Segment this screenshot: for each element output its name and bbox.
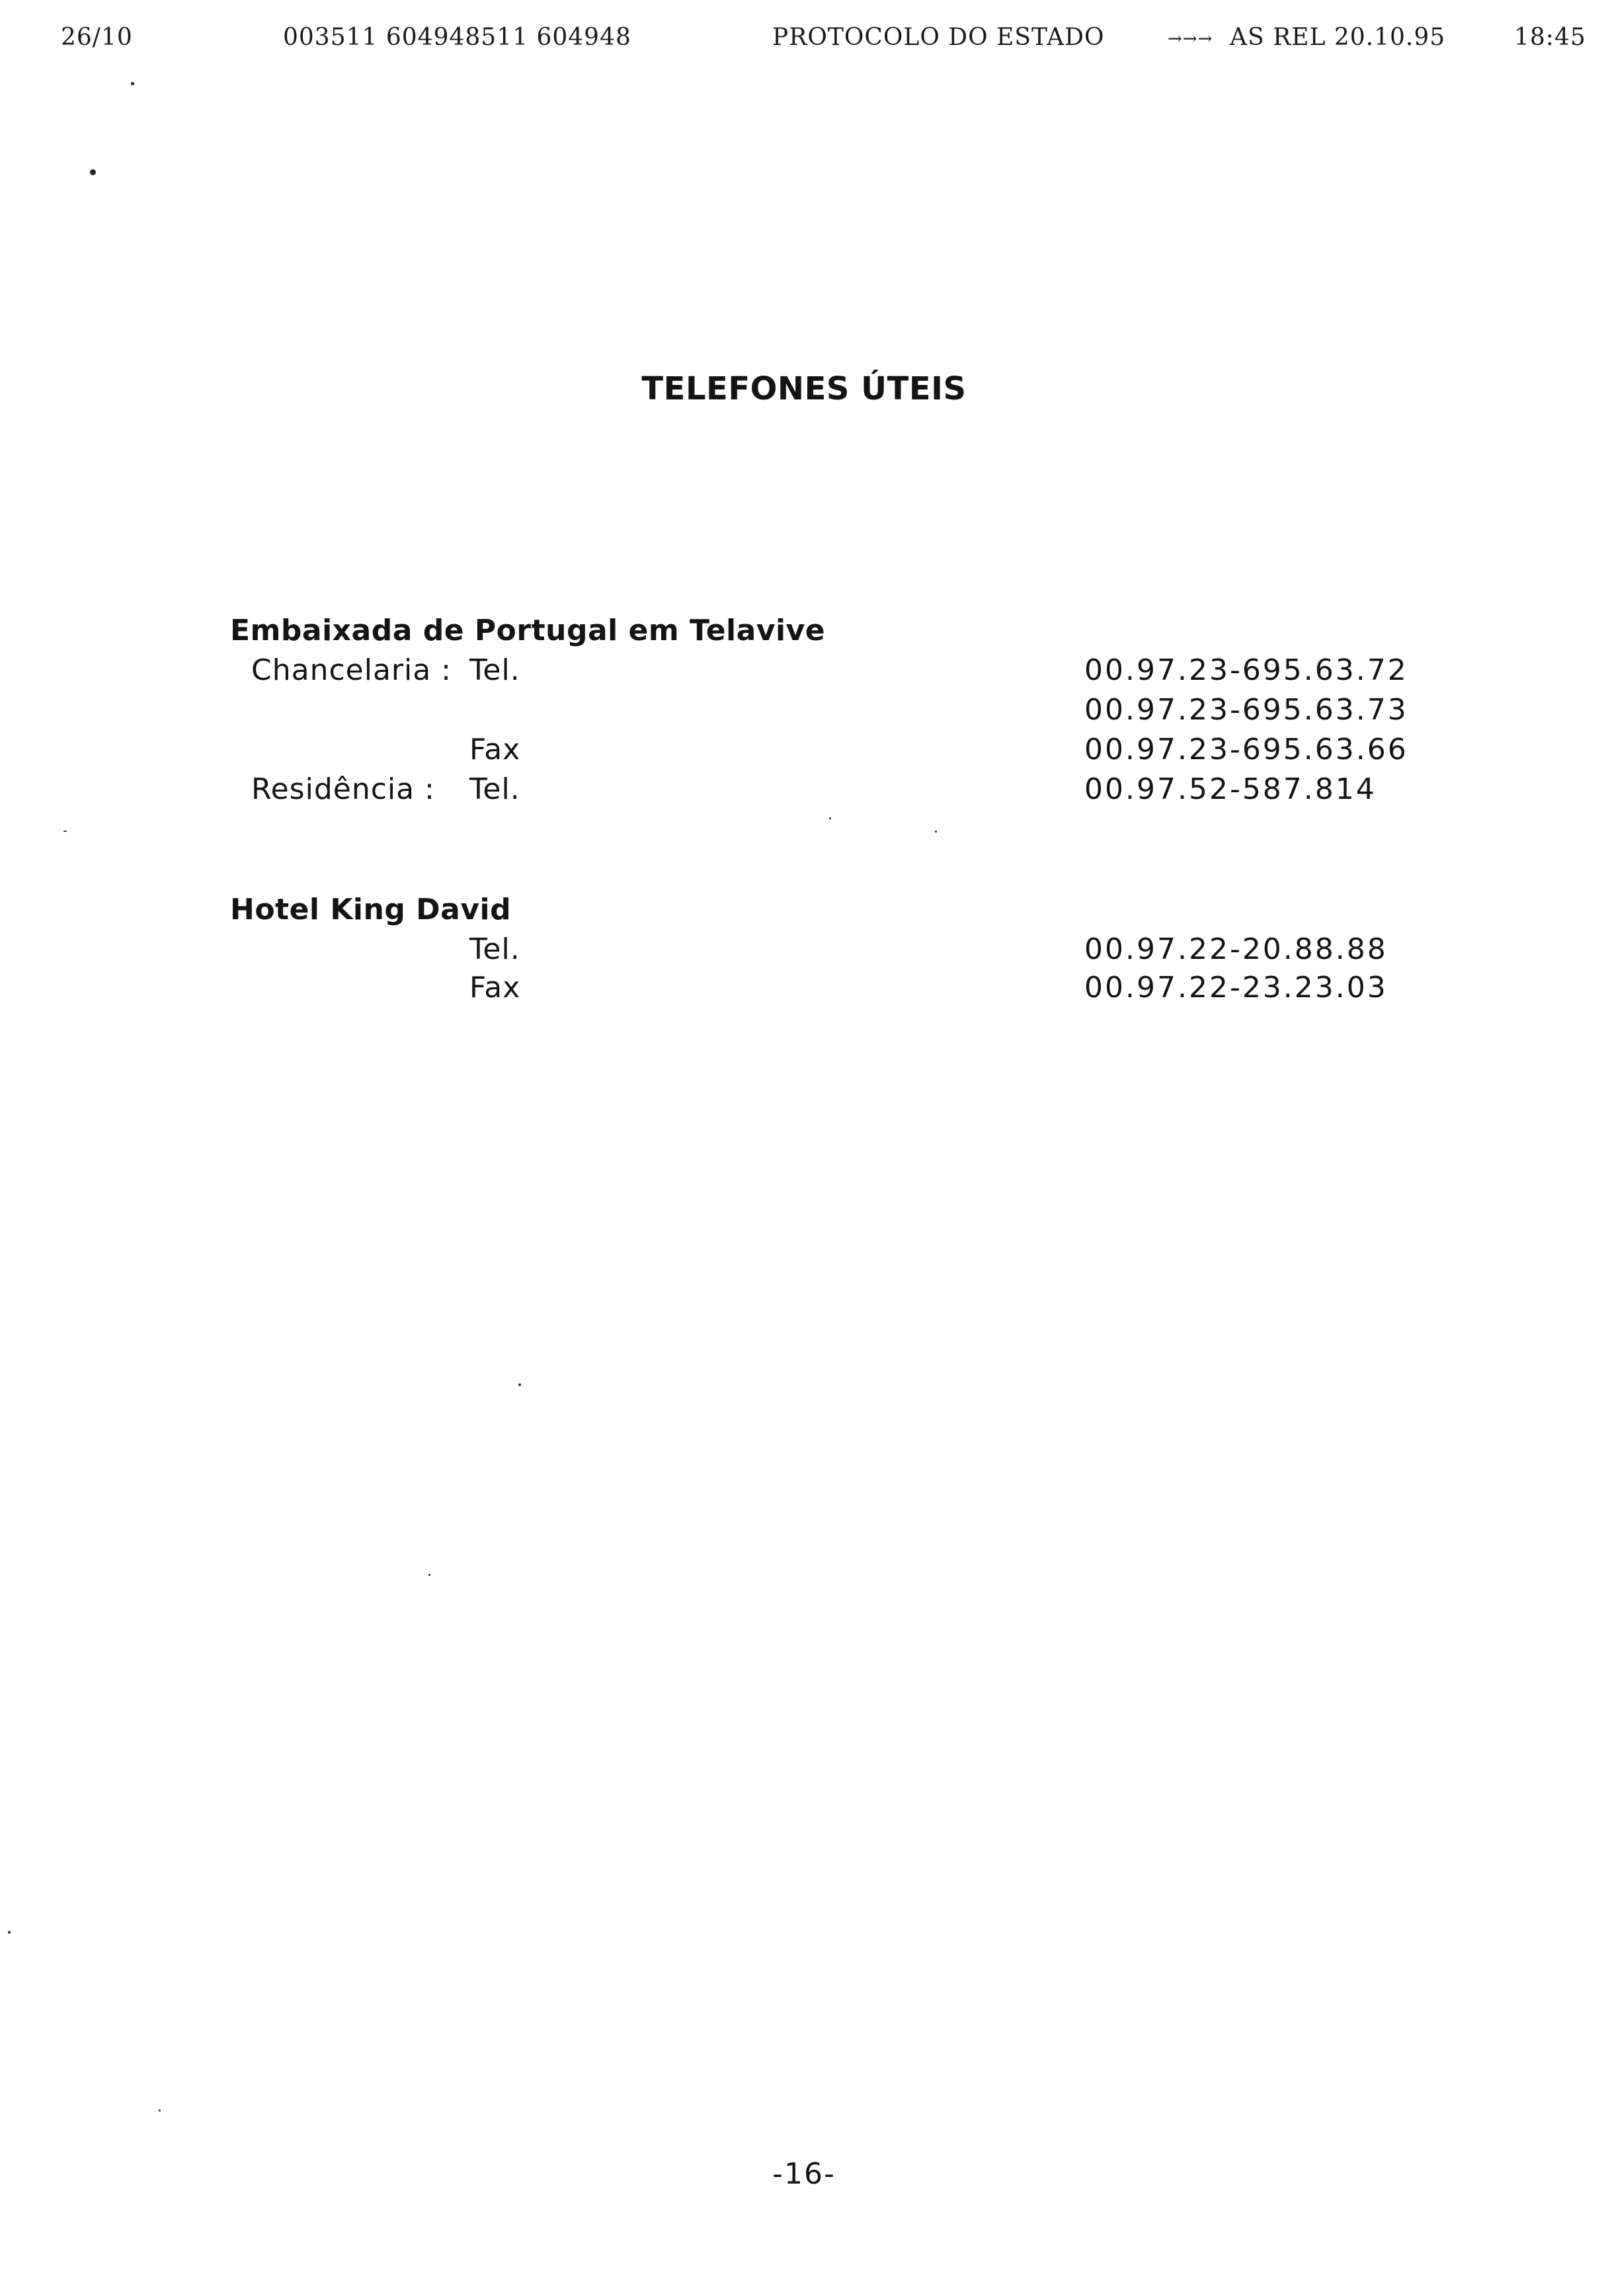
section-heading-hotel: Hotel King David [230,893,512,926]
section-heading-embassy: Embaixada de Portugal em Telavive [230,614,826,647]
fax-destination: AS REL 20.10.95 [1230,24,1446,51]
fax-time: 18:45 [1514,24,1586,51]
phone-number: 00.97.23-695.63.72 [1084,653,1408,687]
scan-speck [131,82,134,85]
fax-sender-organization: PROTOCOLO DO ESTADO [772,24,1105,51]
fax-number: 00.97.22-23.23.03 [1084,971,1388,1004]
page-number: -16- [772,2157,836,2191]
page-title: TELEFONES ÚTEIS [641,370,967,407]
scan-speck [90,169,96,175]
scan-speck [8,1931,11,1934]
row-type-fax: Fax [469,733,521,766]
row-type-tel: Tel. [469,932,520,966]
row-type-tel: Tel. [469,653,520,687]
phone-number: 00.97.23-695.63.73 [1084,693,1408,727]
fax-phone-numbers: 003511 604948511 604948 [283,24,631,51]
fax-date: 26/10 [61,24,133,51]
row-label-chancelaria: Chancelaria : [251,653,452,687]
fax-transmission-header [0,24,1608,63]
scan-speck [428,1574,430,1576]
row-type-tel: Tel. [469,772,520,806]
scan-speck [159,2110,161,2112]
fax-arrow-icon: →→→ [1168,29,1213,49]
row-label-residencia: Residência : [251,772,435,806]
fax-number: 00.97.23-695.63.66 [1084,733,1408,766]
phone-number: 00.97.52-587.814 [1084,772,1377,806]
scan-speck [829,817,831,819]
scan-speck [63,831,67,832]
phone-number: 00.97.22-20.88.88 [1084,932,1388,966]
scan-speck [935,831,937,833]
row-type-fax: Fax [469,971,521,1004]
scan-speck [518,1383,521,1386]
